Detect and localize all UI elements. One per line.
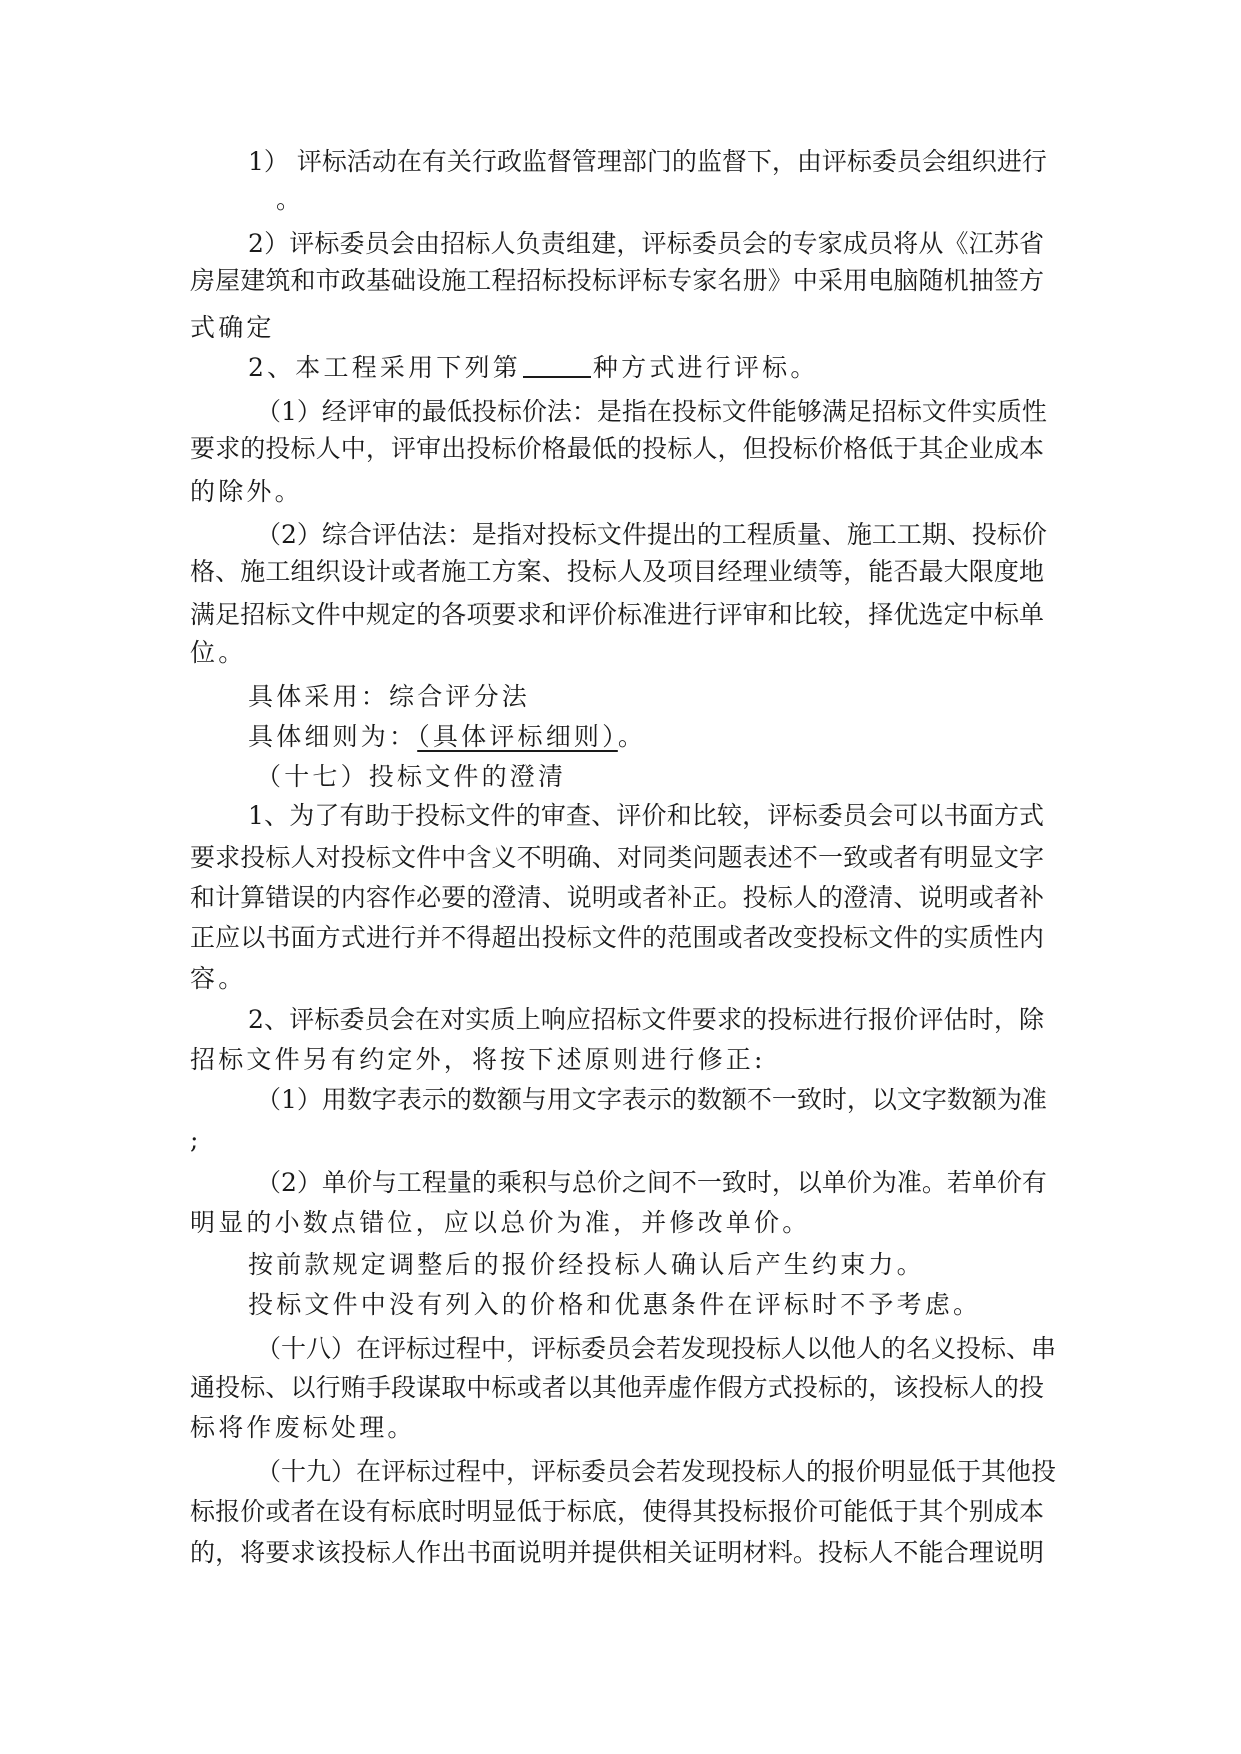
line-text: 种方式进行评标。	[592, 353, 819, 382]
section-heading: （十七）投标文件的澄清	[256, 762, 567, 791]
paragraph-line: 的，将要求该投标人作出书面说明并提供相关证明材料。投标人不能合理说明	[190, 1538, 1044, 1567]
paragraph-line: （十八）在评标过程中，评标委员会若发现投标人以他人的名义投标、串	[256, 1334, 1057, 1363]
paragraph-line: 格、施工组织设计或者施工方案、投标人及项目经理业绩等，能否最大限度地	[190, 557, 1044, 586]
paragraph-line: 位。	[190, 638, 247, 667]
paragraph-line: 2）评标委员会由招标人负责组建，评标委员会的专家成员将从《江苏省	[248, 229, 1044, 258]
paragraph-line: （1）经评审的最低投标价法：是指在投标文件能够满足招标文件实质性	[256, 397, 1047, 426]
paragraph-line	[248, 722, 646, 752]
paragraph-line: 的除外。	[190, 477, 303, 506]
paragraph-line: 明显的小数点错位，应以总价为准，并修改单价。	[190, 1208, 811, 1237]
paragraph-line: 。	[276, 185, 305, 214]
line-text: 2、本工程采用下列第	[248, 353, 521, 382]
paragraph-line: 和计算错误的内容作必要的澄清、说明或者补正。投标人的澄清、说明或者补	[190, 883, 1044, 912]
fill-in-blank	[523, 354, 591, 378]
paragraph-line: 2、评标委员会在对实质上响应招标文件要求的投标进行报价评估时，除	[248, 1005, 1044, 1034]
underlined-text: （具体评标细则）	[417, 722, 618, 751]
paragraph-line: （1）用数字表示的数额与用文字表示的数额不一致时，以文字数额为准	[256, 1085, 1047, 1114]
paragraph-line: 容。	[190, 964, 247, 993]
paragraph-line: 1、为了有助于投标文件的审查、评价和比较，评标委员会可以书面方式	[248, 801, 1044, 830]
line-text: 具体细则为：	[248, 722, 418, 751]
paragraph-line: 房屋建筑和市政基础设施工程招标投标评标专家名册》中采用电脑随机抽签方	[190, 266, 1044, 295]
paragraph-line: 招标文件另有约定外，将按下述原则进行修正:	[190, 1045, 766, 1074]
paragraph-line: （十九）在评标过程中，评标委员会若发现投标人的报价明显低于其他投	[256, 1457, 1057, 1486]
paragraph-line: 标将作废标处理。	[190, 1413, 416, 1442]
paragraph-line: 满足招标文件中规定的各项要求和评价标准进行评审和比较，择优选定中标单	[190, 600, 1044, 629]
paragraph-line: （2）综合评估法：是指对投标文件提出的工程质量、施工工期、投标价	[256, 520, 1047, 549]
paragraph-line: ;	[190, 1125, 202, 1154]
paragraph-line: 具体采用：综合评分法	[248, 682, 531, 711]
paragraph-line: 要求投标人对投标文件中含义不明确、对同类问题表述不一致或者有明显文字	[190, 843, 1044, 872]
paragraph-line: 式确定	[190, 313, 275, 342]
paragraph-line: （2）单价与工程量的乘积与总价之间不一致时，以单价为准。若单价有	[256, 1168, 1047, 1197]
paragraph-line: 按前款规定调整后的报价经投标人确认后产生约束力。	[248, 1250, 925, 1279]
paragraph-line	[248, 353, 819, 383]
paragraph-line: 1） 评标活动在有关行政监督管理部门的监督下，由评标委员会组织进行	[248, 147, 1047, 176]
paragraph-line: 投标文件中没有列入的价格和优惠条件在评标时不予考虑。	[248, 1290, 982, 1319]
paragraph-line: 标报价或者在设有标底时明显低于标底，使得其投标报价可能低于其个别成本	[190, 1497, 1044, 1526]
paragraph-line: 正应以书面方式进行并不得超出投标文件的范围或者改变投标文件的实质性内	[190, 923, 1044, 952]
paragraph-line: 要求的投标人中，评审出投标价格最低的投标人，但投标价格低于其企业成本	[190, 434, 1044, 463]
line-text: 。	[617, 722, 647, 751]
paragraph-line: 通投标、以行贿手段谋取中标或者以其他弄虚作假方式投标的，该投标人的投	[190, 1373, 1044, 1402]
